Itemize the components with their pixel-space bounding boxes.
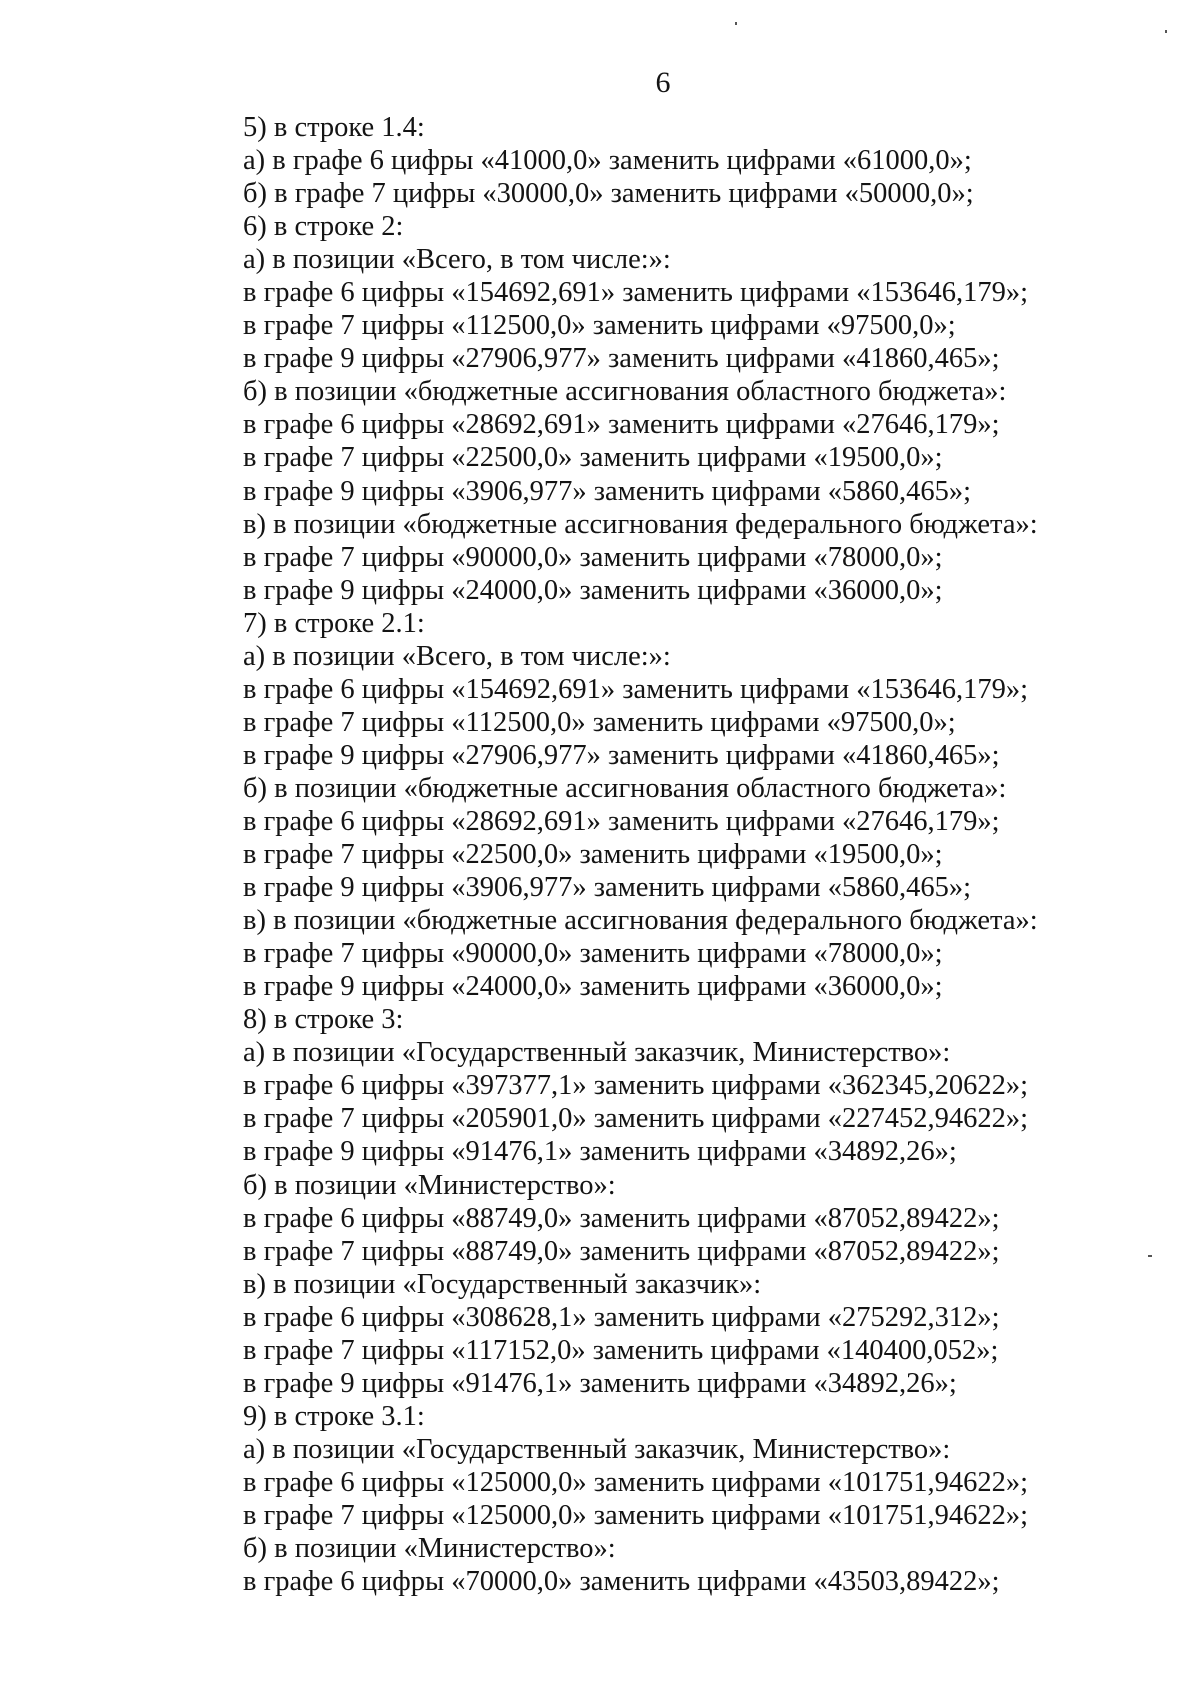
text-line: в графе 7 цифры «88749,0» заменить цифрами «87052,89422»; [243,1235,1000,1267]
text-line: в графе 6 цифры «397377,1» заменить цифрами «362345,20622»; [243,1070,1029,1102]
text-line: б) в графе 7 цифры «30000,0» заменить цифрами «50000,0»; [243,178,974,210]
text-line: в графе 9 цифры «24000,0» заменить цифрами «36000,0»; [243,574,943,606]
text-line: в графе 6 цифры «88749,0» заменить цифрами «87052,89422»; [243,1202,1000,1234]
text-line: а) в позиции «Всего, в том числе:»: [243,640,671,672]
text-line: в графе 7 цифры «90000,0» заменить цифрами «78000,0»; [243,541,943,573]
scan-speck [1165,30,1167,33]
text-line: в) в позиции «бюджетные ассигнования федерального бюджета»: [243,508,1038,540]
text-line: 5) в строке 1.4: [243,112,425,143]
text-line: б) в позиции «бюджетные ассигнования областного бюджета»: [243,376,1007,408]
text-line: в графе 6 цифры «154692,691» заменить цифрами «153646,179»; [243,673,1029,705]
text-line: 8) в строке 3: [243,1004,404,1036]
text-line: в графе 7 цифры «205901,0» заменить цифрами «227452,94622»; [243,1103,1029,1135]
text-line: б) в позиции «Министерство»: [243,1169,616,1201]
text-line: в графе 6 цифры «308628,1» заменить цифрами «275292,312»; [243,1301,1000,1333]
text-line: а) в позиции «Государственный заказчик, Министерство»: [243,1433,951,1465]
text-line: в графе 9 цифры «91476,1» заменить цифрами «34892,26»; [243,1367,957,1399]
text-line: в графе 7 цифры «90000,0» заменить цифрами «78000,0»; [243,938,943,970]
text-line: в графе 7 цифры «117152,0» заменить цифрами «140400,052»; [243,1334,999,1366]
text-line: в графе 6 цифры «125000,0» заменить цифрами «101751,94622»; [243,1466,1029,1498]
text-line: в графе 6 цифры «70000,0» заменить цифрами «43503,89422»; [243,1566,1000,1598]
text-line: а) в позиции «Государственный заказчик, Министерство»: [243,1037,951,1069]
text-line: в графе 9 цифры «27906,977» заменить цифрами «41860,465»; [243,739,1000,771]
page-number: 6 [655,66,671,99]
text-line: в графе 6 цифры «28692,691» заменить цифрами «27646,179»; [243,805,1000,837]
text-line: в графе 9 цифры «3906,977» заменить цифрами «5860,465»; [243,872,972,904]
text-line: в) в позиции «Государственный заказчик»: [243,1268,762,1300]
text-line: б) в позиции «Министерство»: [243,1533,616,1565]
text-line: в графе 7 цифры «22500,0» заменить цифрами «19500,0»; [243,839,943,871]
text-line: 7) в строке 2.1: [243,607,425,639]
text-line: 6) в строке 2: [243,211,404,243]
text-line: в графе 9 цифры «27906,977» заменить цифрами «41860,465»; [243,343,1000,375]
text-line: в графе 6 цифры «154692,691» заменить цифрами «153646,179»; [243,277,1029,309]
text-line: 9) в строке 3.1: [243,1400,425,1432]
text-line: в графе 7 цифры «22500,0» заменить цифрами «19500,0»; [243,442,943,474]
text-line: в графе 9 цифры «24000,0» заменить цифрами «36000,0»; [243,971,943,1003]
text-line: а) в позиции «Всего, в том числе:»: [243,244,671,276]
text-line: в графе 6 цифры «28692,691» заменить цифрами «27646,179»; [243,409,1000,441]
text-line: в графе 9 цифры «91476,1» заменить цифрами «34892,26»; [243,1136,957,1168]
amendments-text [243,111,1173,1598]
text-line: в графе 7 цифры «112500,0» заменить цифрами «97500,0»; [243,706,956,738]
text-line: в) в позиции «бюджетные ассигнования федерального бюджета»: [243,905,1038,937]
text-line: в графе 7 цифры «112500,0» заменить цифрами «97500,0»; [243,310,956,342]
text-line: б) в позиции «бюджетные ассигнования областного бюджета»: [243,772,1007,804]
scan-speck [735,22,737,25]
text-line: в графе 7 цифры «125000,0» заменить цифрами «101751,94622»; [243,1499,1029,1531]
text-line: в графе 9 цифры «3906,977» заменить цифрами «5860,465»; [243,475,972,507]
text-line: а) в графе 6 цифры «41000,0» заменить цифрами «61000,0»; [243,145,972,177]
